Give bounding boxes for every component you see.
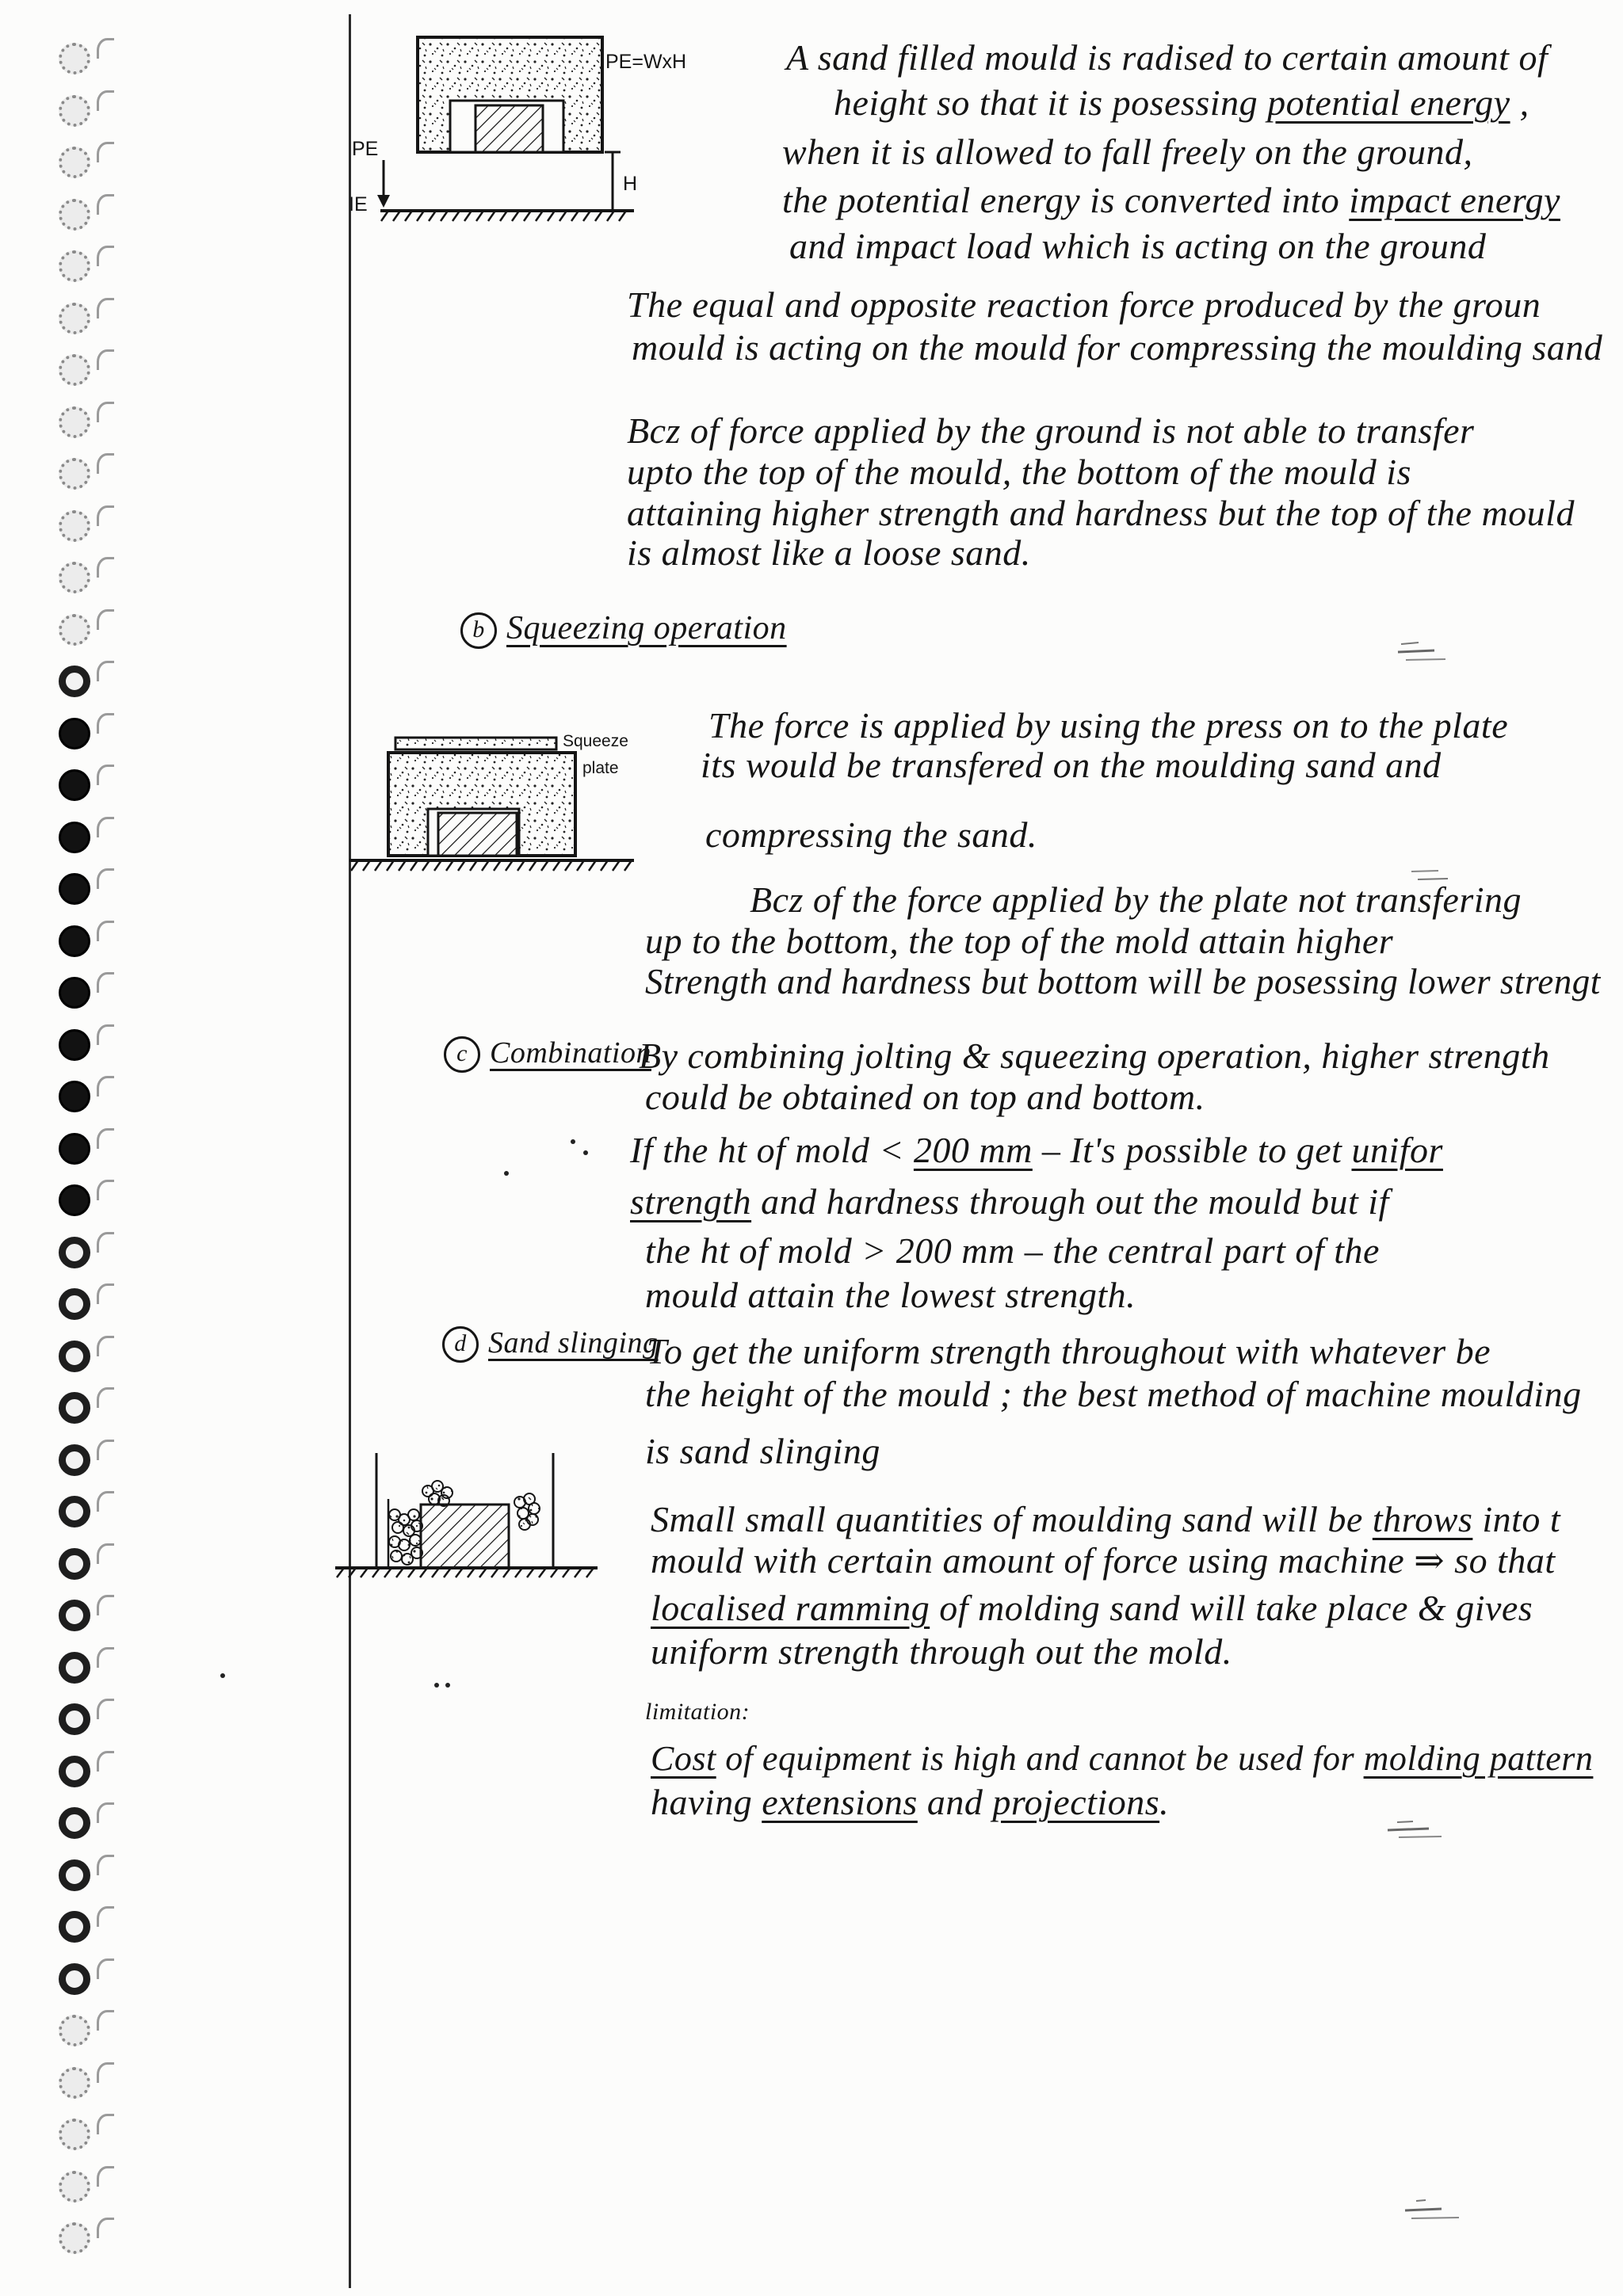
stray-dot [504, 1171, 509, 1176]
binding-ring-mark [97, 557, 114, 578]
sand-lump [529, 1503, 540, 1514]
note-text: into t [1472, 1499, 1561, 1539]
note-text: is almost like a loose sand. [627, 532, 1031, 573]
note-text: up to the bottom, the top of the mold attain higher [645, 921, 1394, 961]
stray-dot [445, 1683, 450, 1688]
binding-hole [59, 1859, 90, 1891]
note-line [647, 1333, 1491, 1370]
binding-hole [59, 1911, 90, 1943]
note-text: attaining higher strength and hardness but the top of the mould [627, 493, 1575, 533]
underlined-term: impact energy [1349, 180, 1560, 220]
note-line [630, 1132, 1443, 1169]
binding-ring-mark [97, 868, 114, 889]
note-text: is sand slinging [645, 1431, 880, 1471]
binding-ring-mark [97, 1595, 114, 1615]
pattern-block [438, 813, 517, 856]
sand-lump [399, 1539, 410, 1550]
scan-mark [1395, 638, 1450, 666]
binding-ring-mark [97, 1076, 114, 1097]
binding-hole [59, 250, 90, 282]
binding-hole [59, 2222, 90, 2254]
note-text: A sand filled mould is radised to certain amount of [786, 37, 1549, 78]
binding-hole [59, 1029, 90, 1061]
note-text: The equal and opposite reaction force produced by the groun [627, 284, 1541, 325]
underlined-term: Cost [651, 1739, 716, 1778]
binding-ring-mark [97, 90, 114, 111]
stray-dot [583, 1150, 588, 1155]
note-text: the potential energy is converted into [782, 180, 1350, 220]
note-line [645, 1277, 1136, 1314]
note-line [627, 410, 1475, 451]
note-text: Bcz of the force applied by the plate not transfering [750, 879, 1522, 920]
note-line [632, 327, 1603, 368]
ie-label: IE [349, 193, 368, 215]
binding-hole [59, 1703, 90, 1735]
scan-mark [1399, 2195, 1462, 2226]
note-line [645, 964, 1601, 1000]
binding-ring-mark [97, 453, 114, 474]
note-text: , [1510, 82, 1529, 123]
sand-lump [411, 1520, 422, 1531]
scan-mark [1407, 864, 1454, 887]
sand-lump [391, 1550, 402, 1562]
underlined-term: extensions [762, 1782, 918, 1822]
binding-ring-mark [97, 1906, 114, 1927]
binding-hole [59, 1548, 90, 1580]
note-line [786, 37, 1549, 78]
note-text: when it is allowed to fall freely on the ground, [782, 132, 1473, 172]
underlined-term: localised ramming [651, 1588, 930, 1628]
binding-hole [59, 354, 90, 386]
binding-hole [59, 1600, 90, 1631]
binding-hole [59, 95, 90, 127]
fall-arrow-head [377, 195, 390, 208]
note-text: mould attain the lowest strength. [645, 1275, 1136, 1315]
underlined-term: unifor [1351, 1130, 1443, 1170]
underlined-term: projections [992, 1782, 1160, 1822]
note-line [645, 1230, 1380, 1271]
binding-hole [59, 1081, 90, 1112]
binding-ring-mark [97, 1751, 114, 1772]
binding-hole [59, 1341, 90, 1372]
binding-ring-mark [97, 2166, 114, 2187]
squeezing-diagram [341, 713, 674, 879]
slinging-diagram [325, 1426, 610, 1585]
binding-hole [59, 925, 90, 957]
binding-hole [59, 199, 90, 231]
binding-ring-mark [97, 661, 114, 681]
note-text: The force is applied by using the press on to the plate [708, 705, 1509, 746]
underlined-term: potential energy [1267, 82, 1510, 123]
underlined-term: 200 mm [913, 1130, 1033, 1170]
note-line [627, 495, 1575, 532]
note-text: By combining jolting & squeezing operation, higher strength [639, 1035, 1550, 1076]
binding-ring-mark [97, 505, 114, 526]
formula-label: PE=WxH [605, 51, 687, 73]
binding-hole [59, 822, 90, 853]
binding-hole [59, 2067, 90, 2099]
note-text: limitation: [645, 1699, 750, 1725]
note-line [651, 1631, 1232, 1672]
stray-dot [571, 1139, 575, 1144]
scan-mark [1383, 1816, 1446, 1843]
note-line [639, 1035, 1550, 1076]
underlined-term: strength [630, 1181, 752, 1222]
underlined-term: throws [1372, 1499, 1473, 1539]
note-text: To get the uniform strength throughout with whatever be [647, 1331, 1491, 1371]
note-text: Strength and hardness but bottom will be posessing lower strengt [645, 962, 1601, 1001]
sand-lump [438, 1495, 449, 1506]
note-line [645, 1376, 1582, 1413]
binding-ring-mark [97, 246, 114, 266]
binding-hole [59, 1288, 90, 1320]
note-text: and hardness through out the mould but if [751, 1181, 1389, 1222]
jolting-diagram [341, 24, 687, 230]
binding-hole [59, 1963, 90, 1995]
note-line [701, 747, 1442, 784]
note-line [627, 284, 1541, 325]
note-line [645, 1079, 1205, 1116]
section-marker: b [460, 612, 497, 649]
pattern-block [421, 1505, 509, 1568]
sand-lump [519, 1519, 530, 1530]
binding-hole [59, 718, 90, 749]
note-text: could be obtained on top and bottom. [645, 1077, 1205, 1117]
note-text: Bcz of force applied by the ground is not able to transfer [627, 410, 1475, 451]
note-text: and [917, 1782, 993, 1822]
binding-ring-mark [97, 349, 114, 370]
stray-dot [434, 1683, 439, 1688]
note-text: the height of the mould ; the best method of machine moulding [645, 1374, 1582, 1414]
note-line [705, 814, 1037, 855]
stray-dot [220, 1673, 225, 1678]
note-text: mould with certain amount of force using machine ⇒ so that [651, 1540, 1556, 1581]
note-line [782, 134, 1473, 170]
binding-ring-mark [97, 1283, 114, 1304]
binding-ring-mark [97, 1491, 114, 1512]
pattern-block [475, 105, 543, 152]
binding-ring-mark [97, 1180, 114, 1200]
binding-hole [59, 1133, 90, 1165]
binding-hole [59, 1237, 90, 1268]
note-text: . [1159, 1782, 1170, 1822]
binding-ring-mark [97, 1958, 114, 1979]
height-label: H [623, 173, 638, 195]
note-line [782, 182, 1560, 219]
note-text: upto the top of the mould, the bottom of the mould is [627, 452, 1411, 492]
note-text: having [651, 1782, 762, 1822]
section-title: Combination [490, 1036, 651, 1070]
note-line [651, 1741, 1593, 1776]
binding-hole [59, 562, 90, 593]
note-line [627, 532, 1031, 573]
sand-lump [392, 1522, 403, 1533]
note-line [651, 1540, 1556, 1581]
note-text: compressing the sand. [705, 814, 1037, 855]
binding-ring-mark [97, 1232, 114, 1253]
note-line [750, 879, 1522, 920]
note-line [651, 1501, 1560, 1538]
binding-ring-mark [97, 2062, 114, 2083]
binding-hole [59, 1652, 90, 1684]
binding-hole [59, 873, 90, 905]
note-text: If the ht of mold < [630, 1130, 914, 1170]
binding-ring-mark [97, 921, 114, 941]
section-title: Sand slinging [488, 1326, 659, 1360]
binding-ring-mark [97, 2010, 114, 2031]
binding-hole [59, 1496, 90, 1527]
binding-hole [59, 406, 90, 438]
limitation-label [645, 1700, 750, 1724]
note-line [645, 1433, 880, 1470]
binding-ring-mark [97, 1699, 114, 1719]
binding-hole [59, 769, 90, 801]
binding-ring-mark [97, 1440, 114, 1460]
binding-hole [59, 1184, 90, 1216]
binding-hole [59, 2015, 90, 2046]
binding-ring-mark [97, 2218, 114, 2238]
binding-hole [59, 43, 90, 74]
binding-ring-mark [97, 2114, 114, 2134]
binding-hole [59, 614, 90, 646]
section-marker: c [444, 1036, 480, 1073]
note-text: its would be transfered on the moulding sand and [701, 745, 1442, 785]
binding-ring-mark [97, 765, 114, 785]
binding-hole [59, 666, 90, 697]
squeeze-plate-label: Squeeze [563, 732, 628, 750]
binding-ring-mark [97, 1647, 114, 1668]
binding-ring-mark [97, 38, 114, 59]
section-heading-slinging [442, 1326, 658, 1363]
note-line [789, 228, 1486, 265]
binding-ring-mark [97, 817, 114, 837]
margin-rule [349, 14, 351, 2288]
binding-hole [59, 977, 90, 1009]
section-title: Squeezing operation [506, 610, 787, 646]
binding-ring-mark [97, 142, 114, 162]
note-text: the ht of mold > 200 mm – the central part of the [645, 1230, 1380, 1271]
section-marker: d [442, 1326, 479, 1363]
binding-ring-mark [97, 1336, 114, 1356]
binding-ring-mark [97, 609, 114, 630]
note-text: Small small quantities of moulding sand will be [651, 1499, 1373, 1539]
binding-hole [59, 510, 90, 542]
binding-hole [59, 1756, 90, 1787]
binding-ring-mark [97, 1024, 114, 1045]
sand-lump [411, 1547, 422, 1558]
binding-ring-mark [97, 1855, 114, 1875]
binding-ring-mark [97, 1543, 114, 1564]
binding-hole [59, 2119, 90, 2150]
note-text: – It's possible to get [1032, 1130, 1352, 1170]
sand-lump [408, 1509, 419, 1520]
binding-ring-mark [97, 194, 114, 215]
binding-ring-mark [97, 713, 114, 734]
binding-ring-mark [97, 298, 114, 318]
binding-hole [59, 303, 90, 334]
binding-hole [59, 2171, 90, 2203]
section-heading-combination [444, 1036, 651, 1073]
binding-hole [59, 147, 90, 178]
binding-hole [59, 1807, 90, 1839]
binding-hole [59, 1392, 90, 1424]
note-text: and impact load which is acting on the ground [789, 226, 1487, 266]
squeeze-plate-label: plate [582, 759, 619, 777]
note-text: of equipment is high and cannot be used for [716, 1739, 1364, 1778]
binding-ring-mark [97, 402, 114, 422]
section-heading-squeezing [460, 612, 787, 649]
note-line [630, 1181, 1389, 1222]
binding-ring-mark [97, 972, 114, 993]
note-line [651, 1590, 1533, 1627]
binding-hole [59, 458, 90, 490]
note-line [627, 454, 1411, 490]
note-line [708, 707, 1508, 744]
binding-ring-mark [97, 1387, 114, 1408]
binding-ring-mark [97, 1128, 114, 1149]
sand-lump [410, 1535, 421, 1546]
binding-hole [59, 1444, 90, 1476]
note-line [834, 82, 1529, 123]
note-line [651, 1784, 1169, 1821]
squeeze-plate [395, 738, 556, 749]
binding-ring-mark [97, 1802, 114, 1823]
note-line [645, 923, 1393, 959]
note-text: of molding sand will take place & gives [930, 1588, 1533, 1628]
note-text: uniform strength through out the mold. [651, 1631, 1232, 1672]
note-text: mould is acting on the mould for compressing the moulding sand [632, 327, 1603, 368]
underlined-term: molding pattern [1363, 1739, 1594, 1778]
pe-label: PE [352, 138, 379, 160]
note-text: height so that it is posessing [834, 82, 1268, 123]
